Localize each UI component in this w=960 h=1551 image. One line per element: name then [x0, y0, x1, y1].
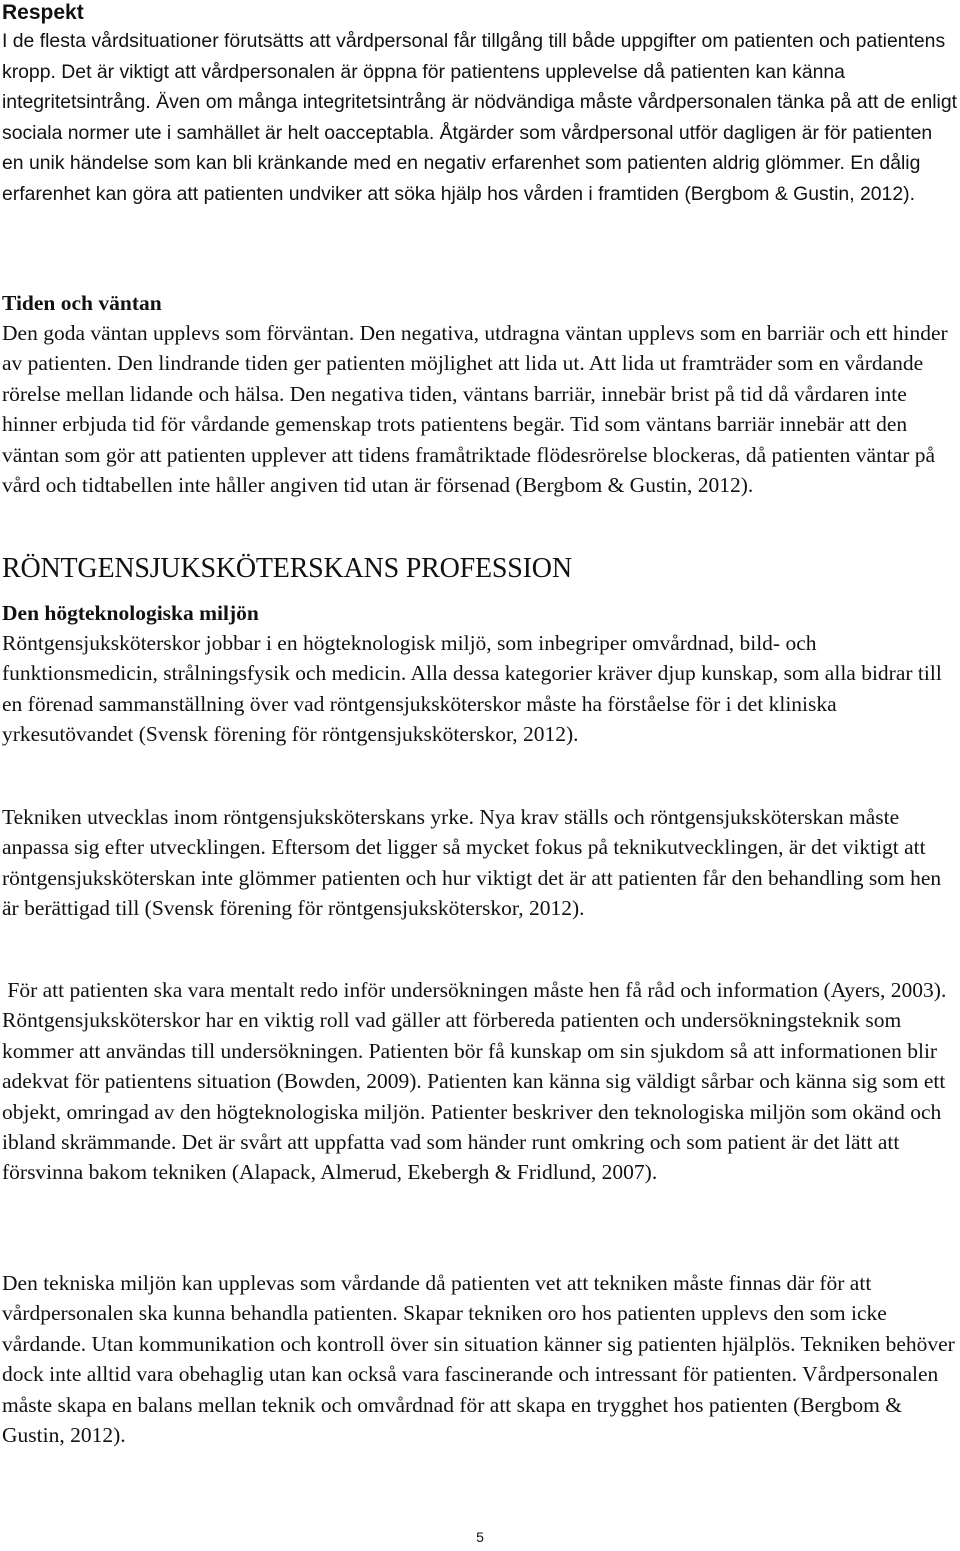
- paragraph-tiden-och-vantan: Den goda väntan upplevs som förväntan. Den negativa, utdragna väntan upplevs som en barriär och ett hinder av patienten. Den lindrande tiden ger patienten möjlighet att lida ut. Att lida ut framträder som en vårdande rörelse mellan lidande och hälsa. Den negativa tiden, väntans barriär, innebär brist på tid då vårdaren inte hinner erbjuda tid för vårdande gemenskap trots patientens begär. Tid som väntans barriär innebär att den väntan som gör att patienten upplever att tidens framåtriktade flödesrörelse blockeras, då patienten väntar på vård och tidtabellen inte håller angiven tid utan är försenad (Bergbom & Gustin, 2012).: [2, 321, 948, 498]
- heading-profession: RÖNTGENSJUKSKÖTERSKANS PROFESSION: [2, 553, 572, 584]
- paragraph-miljon-3: För att patienten ska vara mentalt redo inför undersökningen måste hen få råd och information (Ayers, 2003). Röntgensjuksköterskor har en viktig roll vad gäller att förbereda patienten och undersökningsteknik som kommer att användas till undersökningen. Patienten bör få kunskap om sin sjukdom så att informationen blir adekvat för patientens situation (Bowden, 2009). Patienten kan känna sig väldigt sårbar och känna sig som ett objekt, omringad av den högteknologiska miljön. Patienter beskriver den teknologiska miljön som okänd och ibland skrämmande. Det är svårt att uppfatta vad som händer runt omkring och som patient är det lätt att försvinna bakom tekniken (Alapack, Almerud, Ekebergh & Fridlund, 2007).: [2, 978, 952, 1185]
- paragraph-miljon-2: Tekniken utvecklas inom röntgensjuksköterskans yrke. Nya krav ställs och röntgensjuksköterskan måste anpassa sig efter utvecklingen. Eftersom det ligger så mycket fokus på teknikutvecklingen, är det viktigt att röntgensjuksköterskan inte glömmer patienten och hur viktigt det är att patienten får den behandling som hen är berättigad till (Svensk förening för röntgensjuksköterskor, 2012).: [2, 805, 942, 921]
- paragraph-miljon-4: Den tekniska miljön kan upplevas som vårdande då patienten vet att tekniken måste finnas där för att vårdpersonalen ska kunna behandla patienten. Skapar tekniken oro hos patienten upplevs den som icke vårdande. Utan kommunikation och kontroll över sin situation känner sig patienten hjälplös. Tekniken behöver dock inte alltid vara obehaglig utan kan också vara fascinerande och intressant för patienten. Vårdpersonalen måste skapa en balans mellan teknik och omvårdnad för att skapa en trygghet hos patienten (Bergbom & Gustin, 2012).: [2, 1271, 955, 1448]
- heading-hogteknologiska-miljon: Den högteknologiska miljön: [2, 601, 259, 625]
- heading-tiden-och-vantan: Tiden och väntan: [2, 291, 162, 315]
- paragraph-respekt: I de flesta vårdsituationer förutsätts att vårdpersonal får tillgång till både uppgifter om patienten och patientens kropp. Det är viktigt att vårdpersonalen är öppna för patientens upplevelse då patienten kan känna integritetsintrång. Även om många integritetsintrång är nödvändiga måste vårdpersonalen tänka på att de enligt sociala normer ute i samhället är helt oacceptabla. Åtgärder som vårdpersonal utför dagligen är för patienten en unik händelse som kan bli kränkande med en negativ erfarenhet som patienten aldrig glömmer. En dålig erfarenhet kan göra att patienten undviker att söka hjälp hos vården i framtiden (Bergbom & Gustin, 2012).: [2, 30, 958, 205]
- paragraph-miljon-1: Röntgensjuksköterskor jobbar i en högteknologisk miljö, som inbegriper omvårdnad, bild- och funktionsmedicin, strålningsfysik och medicin. Alla dessa kategorier kräver djup kunskap, som alla bidrar till en förenad sammanställning över vad röntgensjuksköterskor måste ha förståelse för i det kliniska yrkesutövandet (Svensk förening för röntgensjuksköterskor, 2012).: [2, 631, 942, 747]
- page-number: 5: [476, 1529, 484, 1545]
- heading-respekt: Respekt: [2, 1, 84, 24]
